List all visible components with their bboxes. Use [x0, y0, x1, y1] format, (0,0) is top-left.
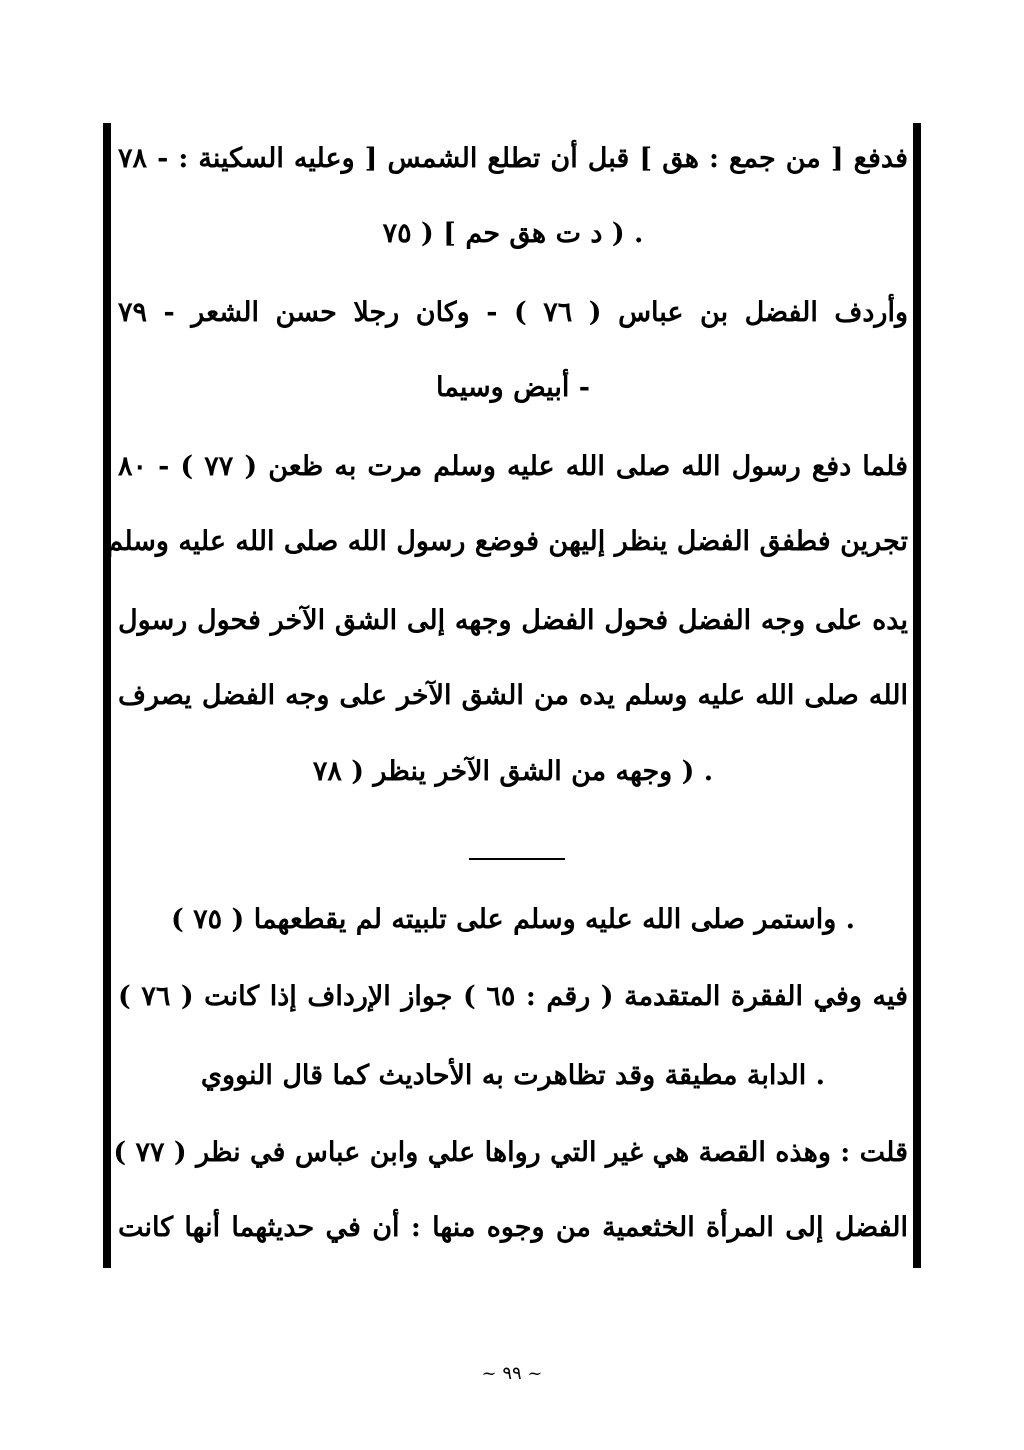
main-text-line-2: . ( د ت هق حم ] ( ٧٥: [382, 218, 644, 249]
footnote-line-3: . الدابة مطيقة وقد تظاهرت به الأحاديث كما قال النووي: [200, 1060, 826, 1091]
main-text-line-8: الله صلى الله عليه وسلم يده من الشق الآخر على وجه الفضل يصرف: [118, 680, 908, 711]
main-text-line-3: وأردف الفضل بن عباس ( ٧٦ ) - وكان رجلا حسن الشعر - ٧٩: [118, 297, 909, 328]
footnote-line-1: . واستمر صلى الله عليه وسلم على تلبيته لم يقطعهما ( ٧٥ ): [170, 904, 856, 935]
footnote-line-5: الفضل إلى المرأة الخثعمية من وجوه منها : أن في حديثهما أنها كانت: [118, 1212, 908, 1243]
page-number: ~ ٩٩ ~: [481, 1363, 543, 1384]
footnote-line-4: قلت : وهذه القصة هي غير التي رواها علي وابن عباس في نظر ( ٧٧ ): [113, 1137, 908, 1168]
main-text-line-5: فلما دفع رسول الله صلى الله عليه وسلم مرت به ظعن ( ٧٧ ) - ٨٠: [118, 451, 908, 482]
main-text-line-4: - أبيض وسيما: [436, 372, 590, 403]
main-text-line-7: يده على وجه الفضل فحول الفضل وجهه إلى الشق الآخر فحول رسول: [118, 605, 908, 636]
main-text-line-9: . ( وجهه من الشق الآخر ينظر ( ٧٨: [312, 756, 714, 787]
main-text-line-1: فدفع [ من جمع : هق ] قبل أن تطلع الشمس [ وعليه السكينة : - ٧٨: [118, 143, 908, 174]
footnote-line-2: فيه وفي الفقرة المتقدمة ( رقم : ٦٥ ) جواز الإرداف إذا كانت ( ٧٦ ): [118, 981, 908, 1012]
main-text-line-6: تجرين فطفق الفضل ينظر إليهن فوضع رسول الله صلى الله عليه وسلم: [106, 526, 908, 557]
footnote-separator: [469, 858, 565, 860]
